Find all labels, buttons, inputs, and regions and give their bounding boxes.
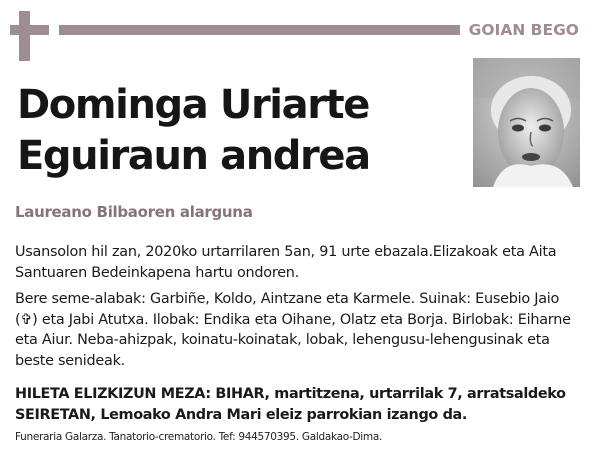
deceased-name: [17, 80, 457, 182]
header-label: GOIAN BEGO: [468, 21, 579, 39]
family-paragraph: Bere seme-alabak: Garbiñe, Koldo, Aintzane eta Karmele. Suinak: Eusebio Jaio (✞) eta Jabi Atutxa. Ilobak: Endika eta Oihane, Olatz eta Borja. Birlobak: Eiharne eta Aiur. Neba-ahizpak, koinatu-koinatak, lobak, lehengusu-lehengusinak eta beste senideak.: [15, 291, 571, 369]
deceased-name-line1: Dominga Uriarte: [17, 82, 369, 128]
funeral-notice: HILETA ELIZKIZUN MEZA: BIHAR, martitzena, urtarrilak 7, arratsaldeko SEIRETAN, Lemoako Andra Mari eleiz parrokian izango da.: [15, 386, 566, 423]
death-details-paragraph: Usansolon hil zan, 2020ko urtarrilaren 5an, 91 urte ebazala.Elizakoak eta Aita Santuaren Bedeinkapena hartu ondoren.: [15, 244, 557, 281]
portrait-photo: [473, 58, 580, 187]
header-divider-bar: [59, 25, 460, 35]
deceased-subtitle: Laureano Bilbaoren alarguna: [15, 203, 253, 221]
deceased-name-line2: Eguiraun andrea: [17, 133, 370, 179]
funeral-home-footer: Funeraria Galarza. Tanatorio-crematorio. Tef: 944570395. Galdakao-Dima.: [15, 431, 383, 443]
